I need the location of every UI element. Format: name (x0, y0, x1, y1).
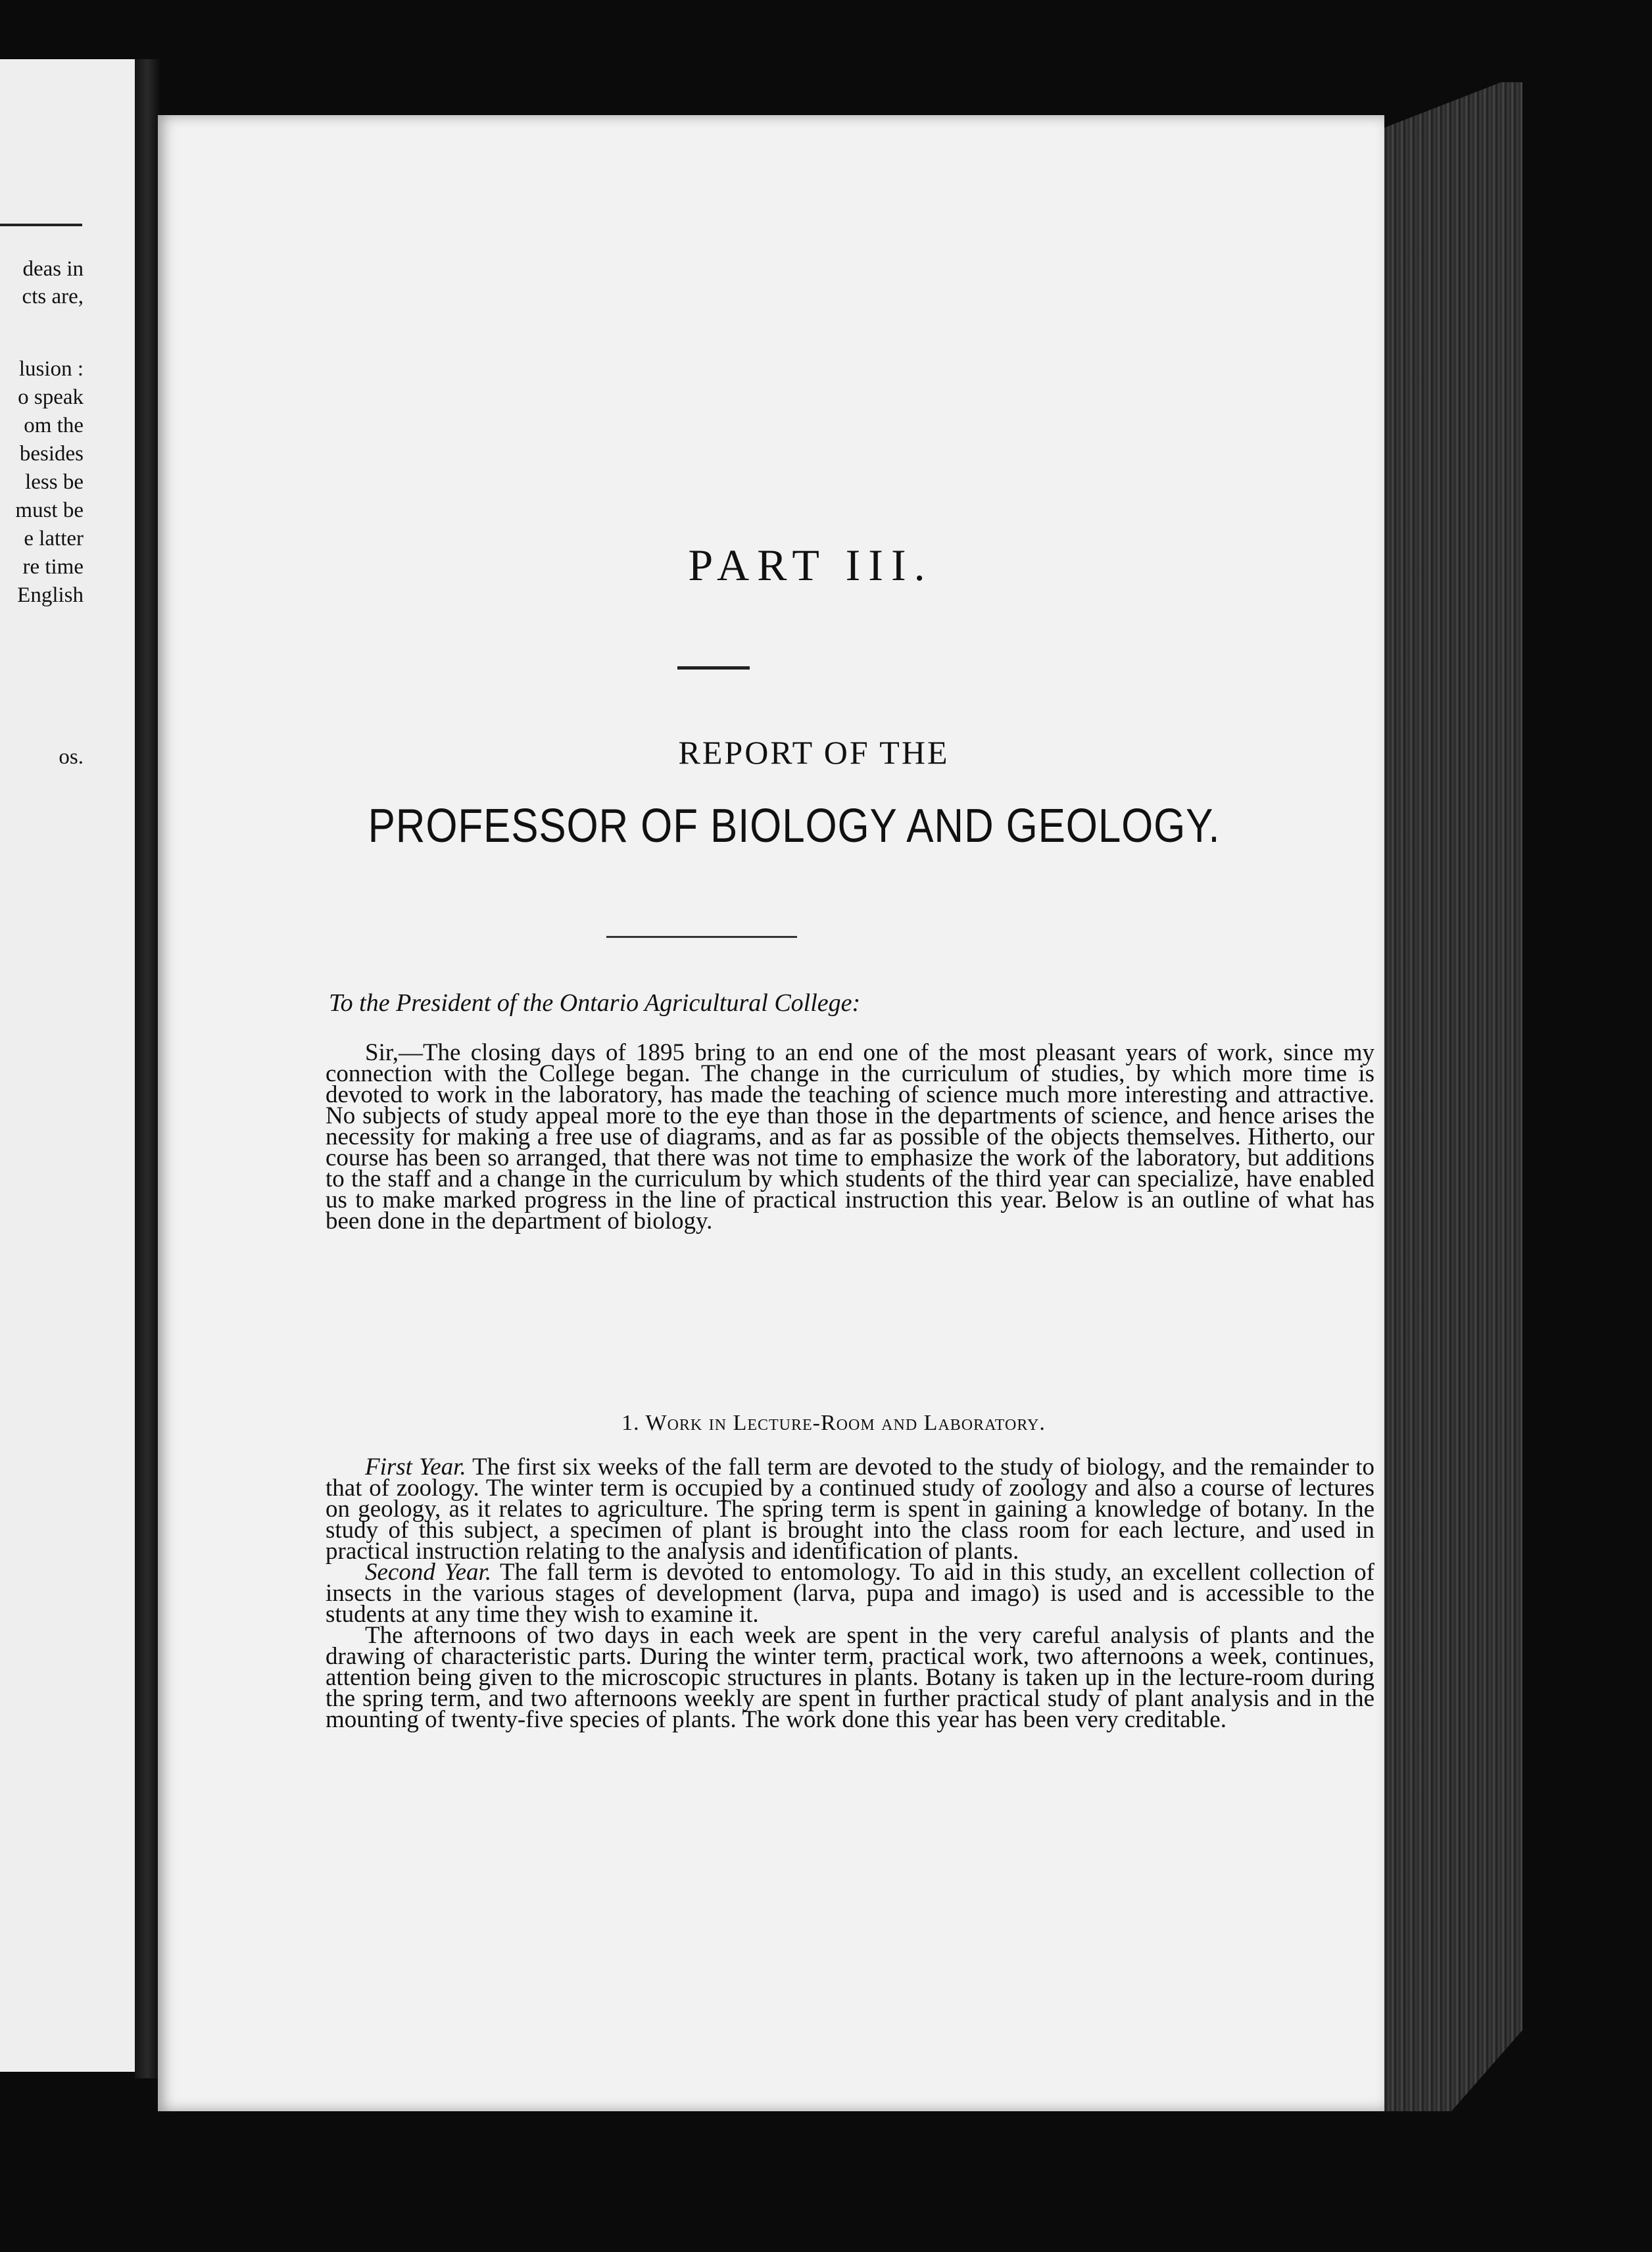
section-heading: 1. Work in Lecture-Room and Laboratory. (621, 1411, 1046, 1435)
heading-rule (606, 936, 797, 938)
main-page (158, 115, 1384, 2111)
second-year-text: The fall term is devoted to entomology. To aid in this study, an excellent collection of insects in the various stages of development (larva, pupa and imago) is used and is accessible to the students at any time they wish to examine it. (326, 1559, 1374, 1628)
left-page-line: deas in (22, 257, 84, 281)
afternoons-paragraph: The afternoons of two days in each week are spent in the very careful analysis of plants and the drawing of characteristic parts. During the winter term, practical work, two afternoons a week, continues, attention being given to the microscopic structures in plants. Botany is taken up in the lecture-room during the spring term, and two afternoons weekly are spent in further practical study of plant analysis and in the mounting of twenty-five species of plants. The work done this year has been very creditable. (326, 1622, 1374, 1733)
address-line: To the President of the Ontario Agricultural College: (329, 989, 861, 1017)
left-page-line: cts are, (22, 285, 84, 308)
years-block (326, 1454, 1374, 1733)
second-year-label: Second Year. (365, 1559, 492, 1586)
intro-paragraph: Sir,—The closing days of 1895 bring to an end one of the most pleasant years of work, since my connection with the College began. The change in the curriculum of studies, by which more time is devoted to work in the laboratory, has made the teaching of science much more interesting and attractive. No subjects of study appeal more to the eye than those in the departments of science, and hence arises the necessity for making a free use of diagrams, and as far as possible of the objects themselves. Hitherto, our course has been so arranged, that there was not time to emphasize the work of the laboratory, but additions to the staff and a change in the curriculum by which students of the third year can specialize, have enabled us to make marked progress in the line of practical instruction this year. Below is an outline of what has been done in the department of biology. (326, 1039, 1374, 1235)
previous-page-fragment (0, 59, 135, 2072)
first-year-label: First Year. (365, 1454, 466, 1481)
first-year-paragraph (326, 1454, 1374, 1565)
left-page-line: English (17, 583, 84, 607)
intro-paragraph-block (326, 1039, 1374, 1235)
professor-heading: PROFESSOR OF BIOLOGY AND GEOLOGY. (368, 800, 1221, 852)
left-page-line: less be (25, 470, 84, 494)
report-heading: REPORT OF THE (678, 734, 950, 771)
title-rule (677, 666, 750, 670)
part-title: PART III. (688, 540, 933, 590)
left-page-line: om the (24, 414, 84, 437)
left-page-line: besides (19, 442, 84, 466)
left-page-line: re time (22, 555, 84, 579)
left-page-line: must be (15, 499, 84, 522)
book-gutter (135, 59, 160, 2078)
left-page-line: o speak (18, 385, 84, 409)
left-page-line: os. (59, 745, 84, 769)
first-year-text: The first six weeks of the fall term are devoted to the study of biology, and the remainder to that of zoology. The winter term is occupied by a continued study of zoology and also a course of lectures on geology, as it relates to agriculture. The spring term is spent in gaining a knowledge of botany. In the study of this subject, a specimen of plant is brought into the class room for each lecture, and used in practical instruction relating to the analysis and identification of plants. (326, 1454, 1374, 1565)
left-page-line: e latter (24, 527, 84, 551)
left-page-line: lusion : (18, 357, 84, 381)
second-year-paragraph (326, 1559, 1374, 1628)
left-page-rule (0, 224, 82, 226)
